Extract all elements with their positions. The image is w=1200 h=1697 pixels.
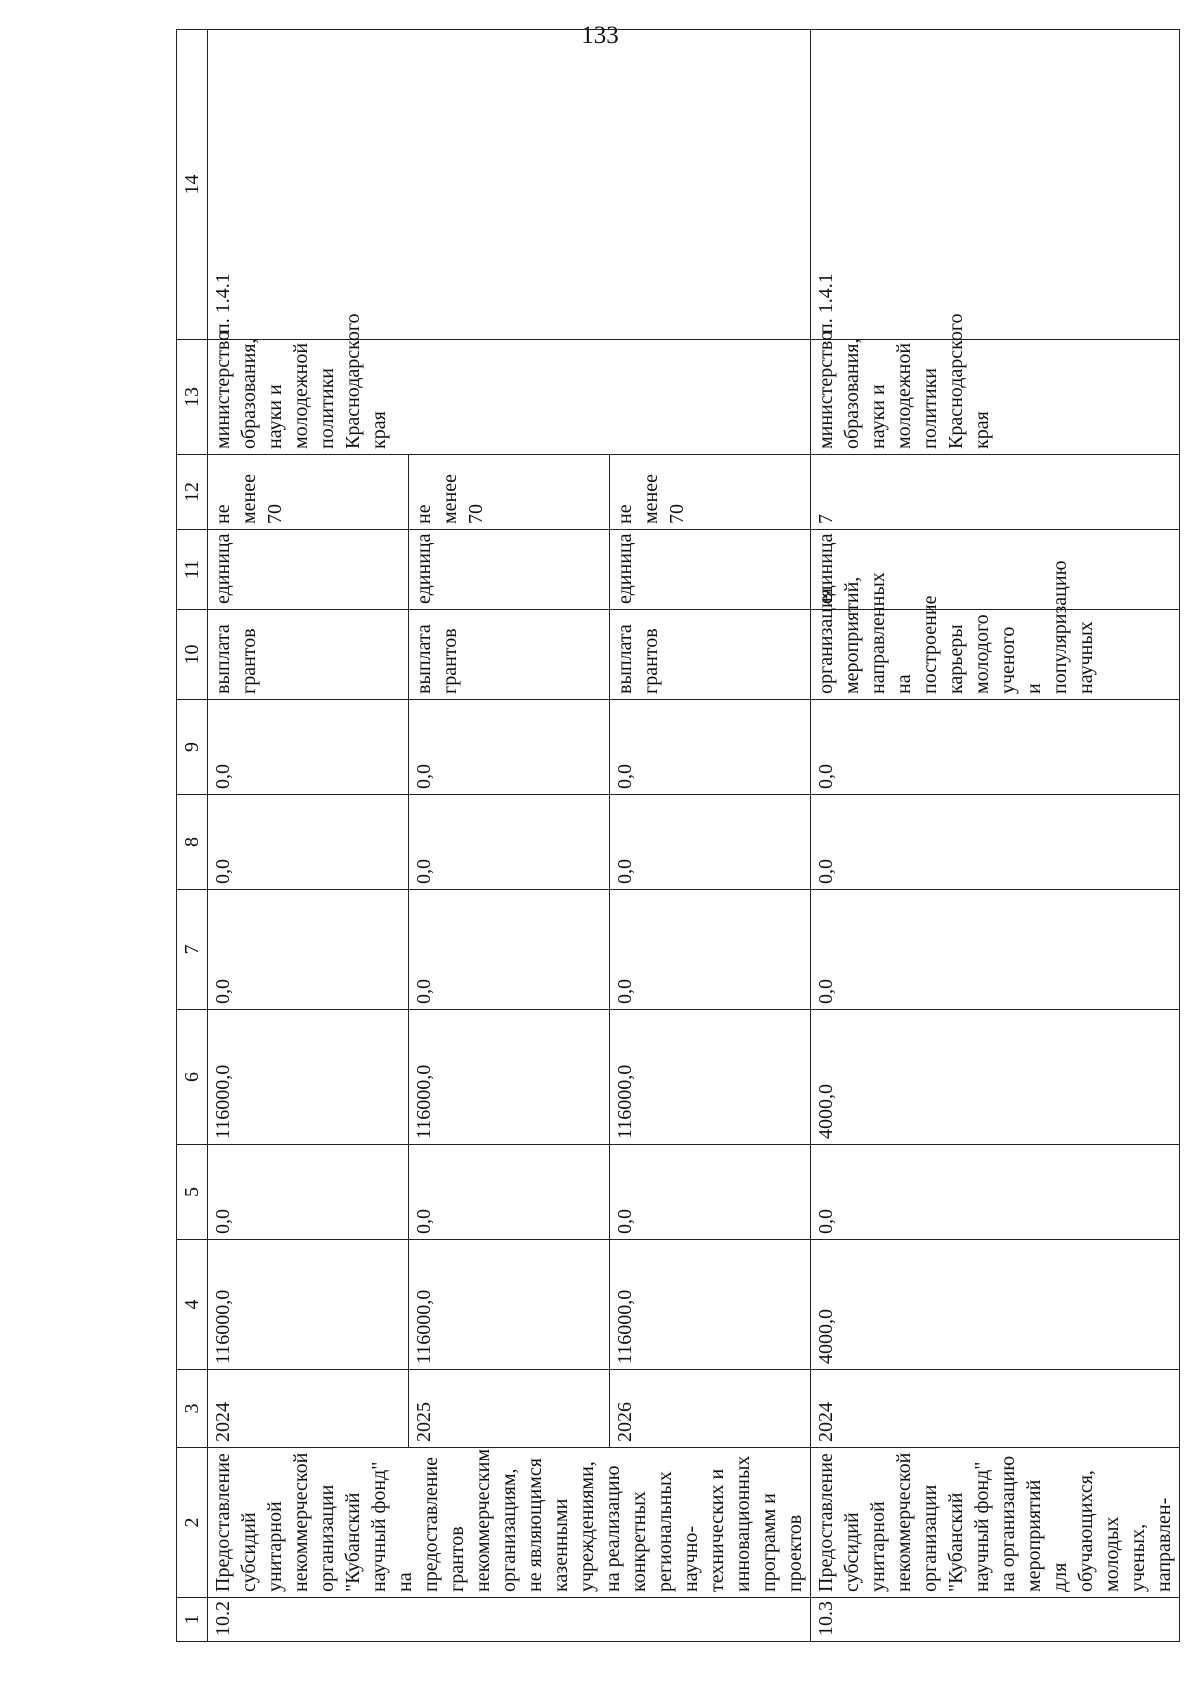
value-cell: 0,0 [409,795,610,890]
col-header: 4 [177,1240,208,1370]
indicator-value-cell: не менее 70 [610,455,811,530]
year-cell: 2024 [811,1370,1180,1448]
result-cell: выплата грантов [409,610,610,700]
value-cell: 0,0 [610,1145,811,1240]
value-cell: 0,0 [811,795,1180,890]
row-number: 10.3 [811,1598,1180,1642]
col-header: 5 [177,1145,208,1240]
value-cell: 0,0 [811,890,1180,1010]
reference-cell: п. 1.4.1 [811,30,1180,340]
unit-cell: единица [208,530,409,610]
year-cell: 2026 [610,1370,811,1448]
value-cell: 0,0 [610,890,811,1010]
value-cell: 0,0 [409,700,610,795]
col-header: 10 [177,610,208,700]
value-cell: 0,0 [610,700,811,795]
indicator-value-cell: не менее 70 [208,455,409,530]
total-cell: 116000,0 [610,1240,811,1370]
measure-name: Предоставление субсидий унитарной некоммерческой организации "Кубанский научный фонд" на организацию мероприятий для обучающихся, молодых ученых, направлен- [811,1448,1180,1598]
result-cell: выплата грантов [208,610,409,700]
table-row-10-2 [208,30,409,1642]
value-cell: 116000,0 [409,1010,610,1145]
value-cell: 116000,0 [610,1010,811,1145]
executor-cell: министерство образования, науки и молодежной политики Краснодарского края [208,340,811,455]
value-cell: 0,0 [208,700,409,795]
result-cell: организация мероприятий, направленных на построение карьеры молодого ученого и популяризацию научных [811,610,1180,700]
program-table [176,29,1180,1642]
value-cell: 0,0 [811,700,1180,795]
col-header: 9 [177,700,208,795]
year-cell: 2025 [409,1370,610,1448]
indicator-value-cell: не менее 70 [409,455,610,530]
rotated-table-wrapper [176,30,1175,1642]
value-cell: 0,0 [208,1145,409,1240]
value-cell: 0,0 [610,795,811,890]
unit-cell: единица [610,530,811,610]
value-cell: 0,0 [409,1145,610,1240]
col-header: 1 [177,1598,208,1642]
unit-cell: единица [409,530,610,610]
executor-cell: министерство образования, науки и молодежной политики Краснодарского края [811,340,1180,455]
col-header: 8 [177,795,208,890]
indicator-value-cell: 7 [811,455,1180,530]
col-header: 14 [177,30,208,340]
col-header: 2 [177,1448,208,1598]
value-cell: 4000,0 [811,1010,1180,1145]
col-header: 11 [177,530,208,610]
total-cell: 4000,0 [811,1240,1180,1370]
col-header: 7 [177,890,208,1010]
value-cell: 0,0 [409,890,610,1010]
value-cell: 0,0 [208,795,409,890]
measure-name: Предоставление субсидий унитарной некоммерческой организации "Кубанский научный фонд" на предоставление грантов некоммерческим организациям, не являющимся казенными учреждениями, на реализацию конкретных региональных научно-технических и инновационных программ и проектов [208,1448,811,1598]
value-cell: 116000,0 [208,1010,409,1145]
total-cell: 116000,0 [208,1240,409,1370]
total-cell: 116000,0 [409,1240,610,1370]
year-cell: 2024 [208,1370,409,1448]
result-cell: выплата грантов [610,610,811,700]
unit-cell: единица [811,530,1180,610]
reference-cell: п. 1.4.1 [208,30,811,340]
col-header: 13 [177,340,208,455]
value-cell: 0,0 [208,890,409,1010]
page-number: 133 [581,22,619,49]
col-header: 3 [177,1370,208,1448]
table-row-10-3 [811,30,1180,1642]
col-header: 6 [177,1010,208,1145]
value-cell: 0,0 [811,1145,1180,1240]
row-number: 10.2 [208,1598,811,1642]
header-row [177,30,208,1642]
col-header: 12 [177,455,208,530]
